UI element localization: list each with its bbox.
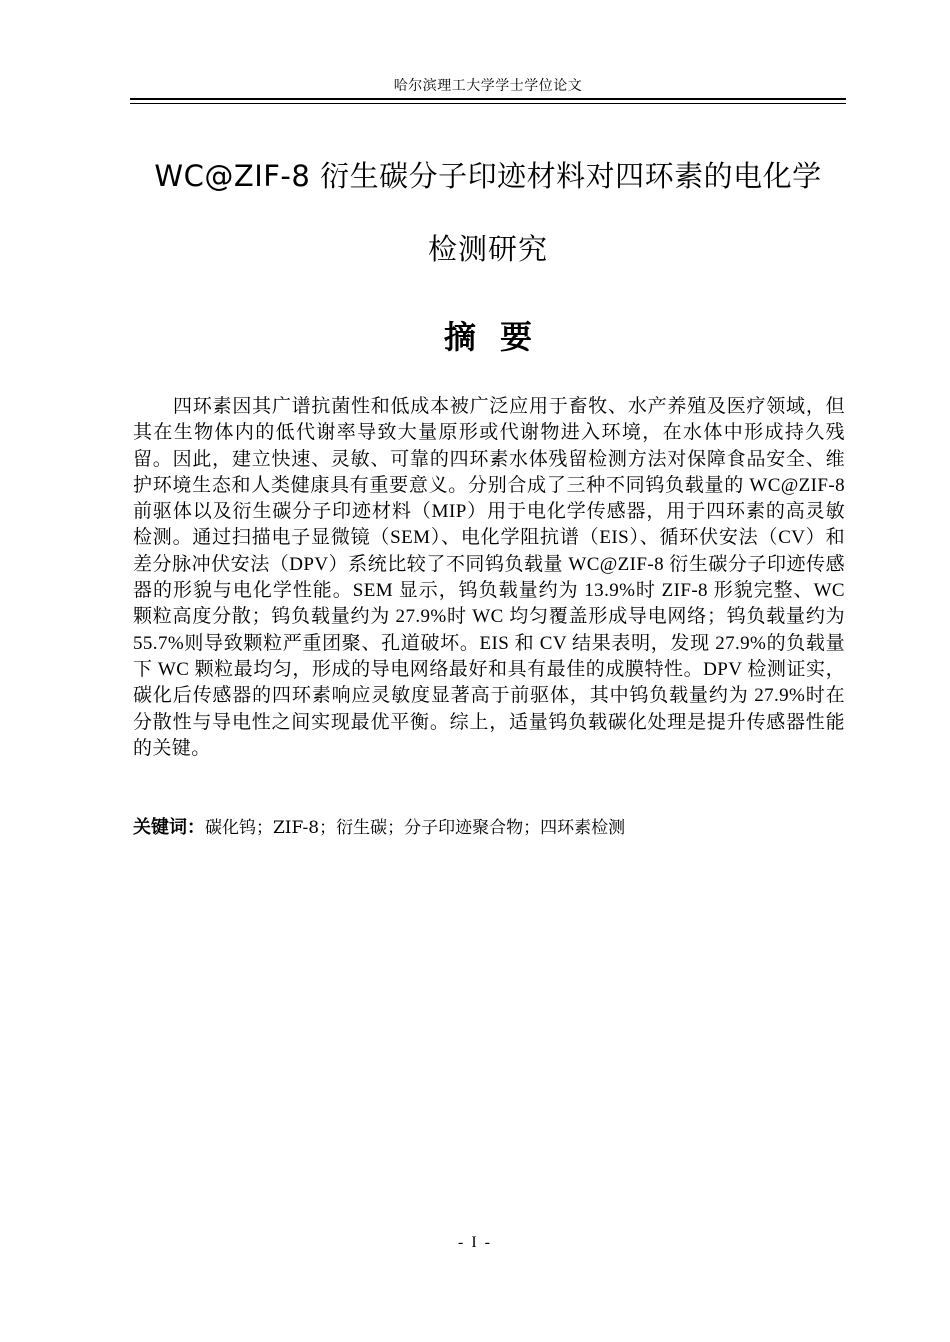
abstract-body: 四环素因其广谱抗菌性和低成本被广泛应用于畜牧、水产养殖及医疗领域，但其在生物体内的低代谢率导致大量原形或代谢物进入环境，在水体中形成持久残留。因此，建立快速、灵敏、可靠的四环素水体残留检测方法对保障食品安全、维护环境生态和人类健康具有重要意义。分别合成了三种不同钨负载量的 WC@ZIF-8 前驱体以及衍生碳分子印迹材料（MIP）用于电化学传感器，用于四环素的高灵敏检测。通过扫描电子显微镜（SEM）、电化学阻抗谱（EIS）、循环伏安法（CV）和差分脉冲伏安法（DPV）系统比较了不同钨负载量 WC@ZIF-8 衍生碳分子印迹传感器的形貌与电化学性能。SEM 显示，钨负载量约为 13.9%时 ZIF-8 形貌完整、WC 颗粒高度分散；钨负载量约为 27.9%时 WC 均匀覆盖形成导电网络；钨负载量约为 55.7%则导致颗粒严重团聚、孔道破坏。EIS 和 CV 结果表明，发现 27.9%的负载量下 WC 颗粒最均匀，形成的导电网络最好和具有最佳的成膜特性。DPV 检测证实，碳化后传感器的四环素响应灵敏度显著高于前驱体，其中钨负载量约为 27.9%时在分散性与导电性之间实现最优平衡。综上，适量钨负载碳化处理是提升传感器性能的关键。 xyxy=(133,396,845,759)
header-rule xyxy=(130,98,846,100)
thesis-title-line-1: WC@ZIF-8 衍生碳分子印迹材料对四环素的电化学 xyxy=(154,159,822,193)
running-header: 哈尔滨理工大学学士学位论文 xyxy=(393,78,583,94)
keywords-text: 碳化钨；ZIF-8；衍生碳；分子印迹聚合物；四环素检测 xyxy=(205,818,626,838)
keywords xyxy=(133,814,845,841)
thesis-title-line-2: 检测研究 xyxy=(427,232,548,266)
header-rule-thin xyxy=(130,103,846,104)
page-number: - I - xyxy=(458,1234,492,1251)
keywords-label: 关键词： xyxy=(133,817,205,838)
abstract-heading: 摘要 xyxy=(443,318,556,356)
